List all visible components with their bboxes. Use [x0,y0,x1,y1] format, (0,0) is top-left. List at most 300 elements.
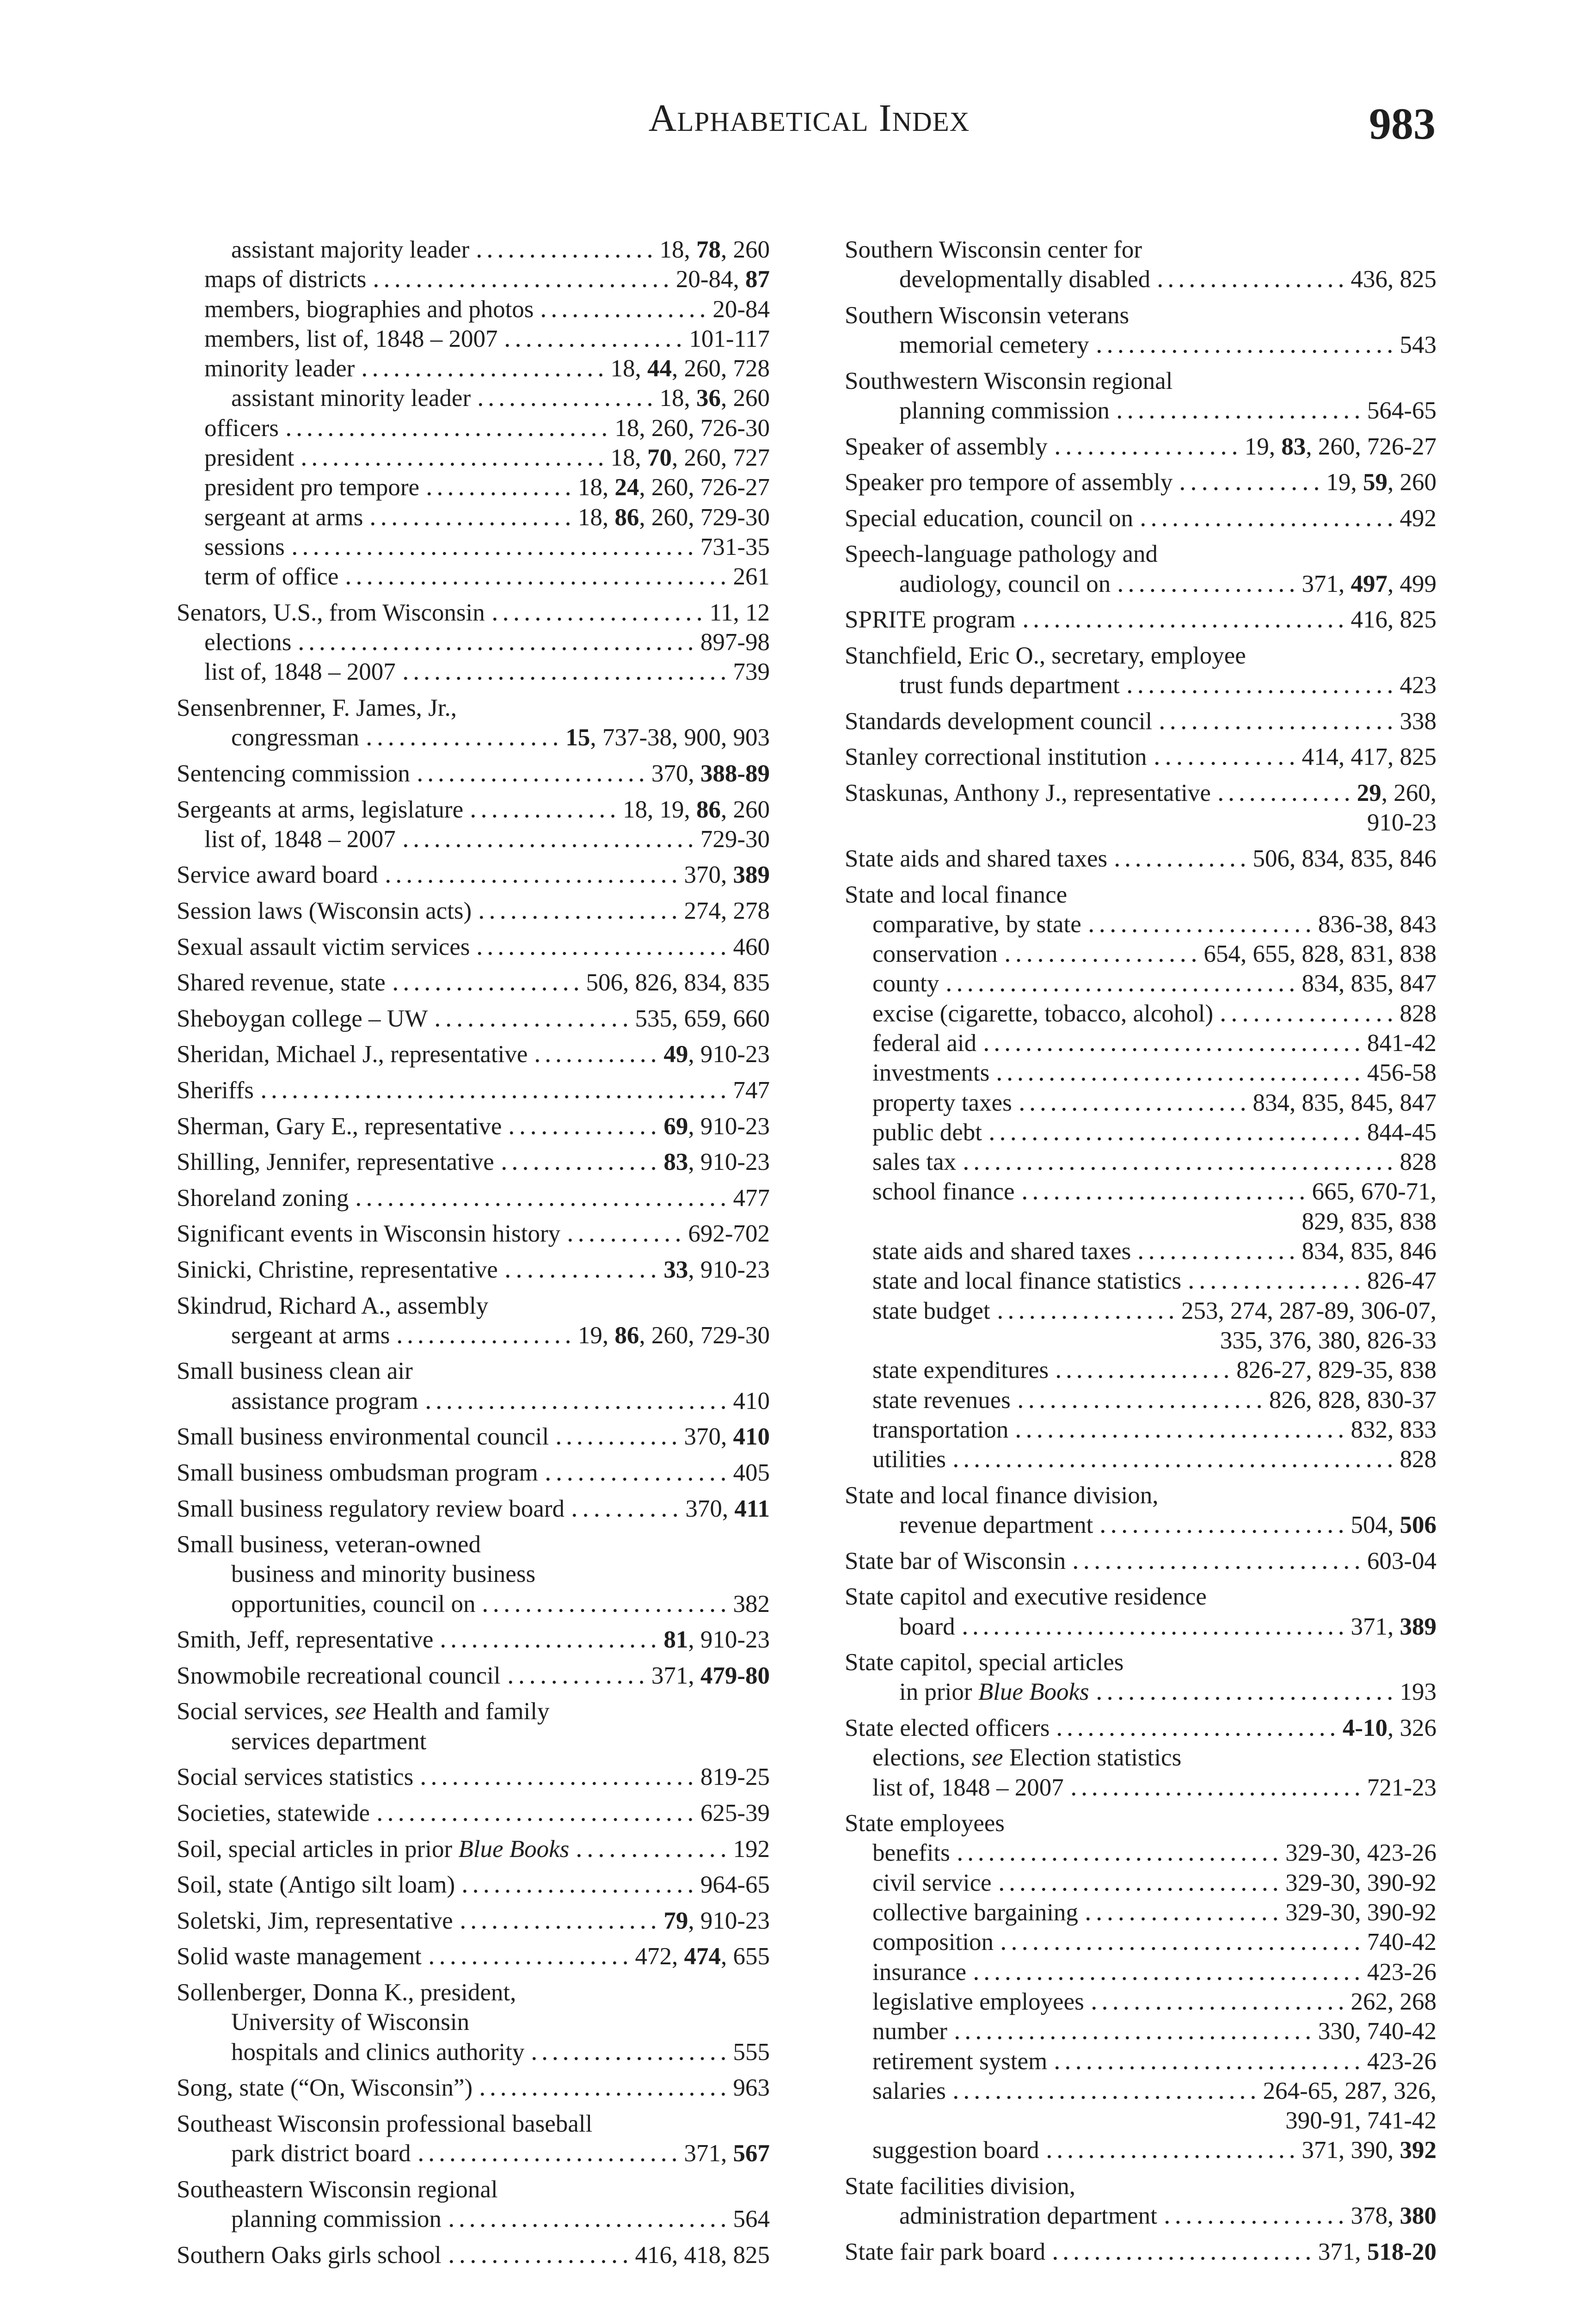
page-references [611,354,770,383]
entry-term: minority leader [204,355,355,382]
dot-leader [995,1296,1177,1326]
index-entry [177,598,770,627]
page-references [1181,1296,1436,1326]
index-subentry [845,1385,1436,1415]
page-reference: 897-98 [700,629,770,656]
page-reference-bold: 24 [614,474,639,501]
index-subentry [845,1236,1436,1266]
page-references [733,1076,770,1105]
index-entry [177,2175,770,2204]
entry-term: Small business clean air [177,1358,413,1385]
index-entry [845,1582,1436,1611]
index-entry [177,1661,770,1691]
page-references [611,443,770,473]
page-references [1285,1868,1436,1898]
dot-leader [1083,1898,1281,1927]
page-reference: 20-84 [712,295,770,323]
index-subentry [845,2135,1436,2165]
index-subentry [177,503,770,532]
entry-term: Sinicki, Christine, representative [177,1256,498,1283]
page-references [733,1834,770,1864]
page-references [688,1219,770,1248]
page-reference-bold: 567 [733,2140,770,2167]
dot-leader [1052,2047,1363,2076]
dot-leader [353,1183,728,1213]
page-reference: 335, 376, 380, 826-33 [1220,1327,1436,1354]
entry-term: Stanley correctional institution [845,744,1147,771]
entry-term: retirement system [872,2048,1048,2075]
page-reference-bold: 83 [663,1149,688,1176]
page-references [1400,504,1437,533]
page-reference: , 260, 728 [672,355,770,382]
index-subentry-nested [177,723,770,752]
index-subentry [845,1898,1436,1927]
entry-term: Staskunas, Anthony J., representative [845,780,1211,807]
dot-leader [499,1147,659,1177]
entry-term [872,1743,1181,1772]
entry-term: Sheriffs [177,1076,254,1104]
page-reference: 101-117 [689,325,770,352]
index-subentry [177,324,770,354]
index-subentry [177,264,770,294]
entry-term: services department [231,1728,427,1755]
page-reference: 828 [1400,1000,1436,1027]
page-reference: 665, 670-71, [1312,1178,1436,1205]
page-reference: 729-30 [700,825,770,853]
entry-term: business and minority business [231,1561,536,1588]
entry-term: state expenditures [872,1357,1049,1384]
page-references [1367,808,1436,837]
entry-term-italic-part: Blue Books [978,1679,1089,1706]
entry-term: comparative, by state [872,910,1081,938]
page-reference: , 910-23 [688,1113,770,1140]
page-references [676,264,770,294]
entry-term-italic-part: see [335,1698,367,1725]
index-subentry [845,2047,1436,2076]
page-reference: 964-65 [700,1871,770,1899]
index-page-continuation [845,808,1436,837]
page-references [663,1625,770,1654]
entry-term: assistance program [231,1387,418,1414]
page-references [1400,1677,1437,1707]
page-references [1351,1510,1437,1540]
page-references [663,1112,770,1141]
page-references [1351,605,1437,634]
page-reference-bold: 87 [745,266,770,293]
page-reference: 371, [1318,2238,1367,2265]
index-subentry [177,657,770,687]
page-references [684,2139,770,2168]
entry-term [177,1834,569,1864]
index-subentry [845,1355,1436,1385]
entry-term: Sergeants at arms, legislature [177,796,464,823]
page-reference-bold: 69 [663,1113,688,1140]
entry-term: elections [204,629,292,656]
dot-leader [538,295,708,324]
page-reference: , 910-23 [688,1626,770,1654]
entry-term: Song, state (“On, Wisconsin”) [177,2074,473,2102]
index-subentry [845,999,1436,1028]
page-references [1400,330,1437,360]
page-references [586,968,770,997]
entry-term: Sheboygan college – UW [177,1005,428,1032]
entry-term: State capitol and executive residence [845,1583,1207,1611]
page-reference-bold: 380 [1400,2202,1436,2230]
dot-leader [1017,1088,1248,1118]
page-references [1204,939,1437,969]
page-references [1367,1927,1436,1957]
index-subentry [845,1445,1436,1474]
page-reference-bold: 389 [733,861,770,889]
entry-term: members, list of, 1848 – 2007 [204,325,498,352]
page-references [733,562,770,591]
page-reference: , 910-23 [688,1149,770,1176]
page-reference: , 260 [1387,469,1436,496]
dot-leader [1050,2237,1314,2267]
dot-leader [359,354,606,383]
dot-leader [961,1147,1395,1177]
page-references [1343,1713,1436,1743]
dot-leader [543,1458,729,1488]
page-references [1253,1088,1437,1118]
page-reference: 371, [651,1662,700,1689]
dot-leader [426,1942,631,1971]
page-references [660,383,770,413]
index-page-continuation [845,1207,1436,1236]
dot-leader [343,562,728,591]
page-reference: 654, 655, 828, 831, 838 [1203,941,1436,968]
page-references [712,295,770,324]
page-references [663,1255,770,1285]
entry-term: members, biographies and photos [204,295,534,323]
entry-term-part: in prior [899,1679,978,1706]
page-reference: 11, 12 [709,599,770,626]
index-entry [845,432,1436,461]
entry-term: maps of districts [204,266,367,293]
dot-leader [1086,910,1314,939]
entry-term: University of Wisconsin [231,2009,470,2036]
index-entry [177,2240,770,2270]
entry-term: property taxes [872,1089,1012,1116]
page-references [1367,396,1436,425]
page-references [660,235,770,264]
entry-term: Significant events in Wisconsin history [177,1220,561,1248]
page-reference-bold: 29 [1357,780,1381,807]
index-subentry [845,910,1436,939]
page-references [1269,1385,1436,1415]
index-entry [845,880,1436,910]
index-entry [845,467,1436,497]
entry-term: Southern Wisconsin veterans [845,301,1129,329]
page-references [685,1494,770,1524]
entry-term: state budget [872,1297,990,1324]
page-references [1318,2017,1436,2046]
page-reference: 692-702 [688,1220,770,1248]
entry-term: Social services statistics [177,1764,414,1791]
page-reference: 405 [733,1459,770,1486]
dot-leader [994,1058,1363,1088]
index-entry [845,2171,1436,2201]
entry-term: memorial cemetery [899,332,1089,359]
page-reference: 329-30, 390-92 [1285,1869,1436,1896]
dot-leader [438,1625,659,1654]
page-reference-bold: 474 [684,1943,721,1970]
index-entry [845,1808,1436,1838]
page-references [733,1458,770,1488]
index-entry [845,301,1436,330]
index-entry [177,759,770,788]
page-reference: , 260, 729-30 [639,1322,770,1349]
index-subentry [177,413,770,443]
index-entry [177,1870,770,1900]
index-entry [177,1834,770,1864]
page-references [1326,467,1437,497]
index-subentry [845,1868,1436,1898]
index-entry [177,1219,770,1248]
dot-leader [971,1957,1363,1987]
page-reference: , 326 [1387,1715,1436,1741]
entry-term: Shilling, Jennifer, representative [177,1149,494,1176]
dot-leader [415,759,647,788]
page-reference: 390-91, 741-42 [1285,2107,1436,2134]
entry-term: state and local finance statistics [872,1267,1182,1295]
page-references [651,759,770,788]
page-reference: 18, [610,444,647,472]
index-entry [177,1458,770,1488]
page-reference: 506, 834, 835, 846 [1252,845,1436,872]
right-index-column [845,235,1436,2267]
entry-term: Speech-language pathology and [845,541,1158,568]
index-subentry [177,532,770,562]
index-subentry-nested [177,1559,770,1589]
page-references [1351,264,1437,294]
entry-term: sales tax [872,1149,957,1176]
dot-leader [1177,467,1321,497]
entry-term: State aids and shared taxes [845,845,1108,872]
page-reference: 844-45 [1367,1119,1436,1146]
page-reference: 371, [1350,1613,1400,1640]
index-entry [845,1648,1436,1677]
index-entry [177,1112,770,1141]
page-reference: 625-39 [700,1799,770,1826]
dot-leader [1115,569,1297,599]
page-reference: , 260, 727 [672,444,770,472]
entry-term: sergeant at arms [231,1322,390,1349]
entry-term: Sentencing commission [177,760,410,787]
page-reference: 18, [577,504,615,531]
dot-leader [1052,432,1240,461]
dot-leader [474,235,655,264]
index-subentry [177,354,770,383]
entry-term-part: Soil, special articles in prior [177,1835,459,1863]
page-references [1367,1266,1436,1296]
dot-leader [400,824,696,854]
page-references [663,1906,770,1936]
index-subentry-nested [845,1510,1436,1540]
dot-leader [981,1028,1363,1058]
entry-term: investments [872,1059,990,1087]
index-subentry-nested [177,2204,770,2234]
dot-leader [1218,999,1395,1028]
page-references [1220,1326,1436,1355]
entry-term: Sexual assault victim services [177,933,470,960]
page-references [1302,969,1437,998]
dot-leader [1124,670,1395,700]
index-subentry-nested [177,1727,770,1756]
entry-term: hospitals and clinics authority [231,2038,525,2066]
index-subentry [845,1088,1436,1118]
page-reference: 492 [1400,504,1436,532]
page-reference: 410 [733,1387,770,1414]
page-reference-bold: 33 [663,1256,688,1283]
entry-term: State bar of Wisconsin [845,1547,1066,1574]
dot-leader [1152,742,1297,772]
index-entry [177,1291,770,1321]
entry-term: State facilities division, [845,2173,1075,2200]
entry-term: assistant majority leader [231,236,470,263]
index-entry [177,693,770,723]
index-subentry [845,1147,1436,1177]
index-subentry [845,1028,1436,1058]
index-subentry [845,1743,1436,1772]
index-subentry-nested [177,1321,770,1350]
page-references [1367,1957,1436,1987]
index-subentry [177,295,770,324]
index-subentry [845,1177,1436,1206]
page-reference: , 260, 729-30 [639,504,770,531]
index-entry [177,932,770,962]
dot-leader [371,264,671,294]
index-page-continuation [845,1326,1436,1355]
page-reference: 370, [651,760,700,787]
page-references [1351,1415,1437,1445]
page-references [1285,2106,1436,2135]
page-references [635,2240,770,2270]
page-reference: , 910-23 [688,1041,770,1068]
entry-term: Soletski, Jim, representative [177,1907,453,1934]
dot-leader [951,2076,1258,2106]
page-references [1351,1612,1437,1642]
page-references [1367,1773,1436,1802]
entry-term [899,1677,1089,1707]
index-entry [177,860,770,890]
dot-leader [476,896,679,926]
entry-term: president [204,444,295,472]
entry-term: conservation [872,941,998,968]
index-entry [177,2109,770,2139]
page-reference-bold: 49 [663,1041,688,1068]
index-subentry-nested [177,1386,770,1416]
page-references [1302,742,1437,772]
page-references [651,1661,770,1691]
entry-term: Southeastern Wisconsin regional [177,2176,498,2203]
page-references [1400,1147,1437,1177]
dot-leader [400,657,729,687]
page-references [700,1798,770,1828]
entry-term: State capitol, special articles [845,1649,1124,1676]
index-entry [177,1625,770,1654]
page-reference: 477 [733,1184,770,1211]
page-reference: 370, [684,1423,733,1451]
index-subentry [845,1773,1436,1802]
page-reference: 20-84, [675,266,745,293]
index-entry [177,1494,770,1524]
dot-leader [1215,778,1352,808]
page-reference-bold: 392 [1400,2137,1436,2164]
entry-term: number [872,2018,947,2045]
page-reference: 564-65 [1367,397,1436,424]
entry-term: Small business regulatory review board [177,1495,565,1522]
dot-leader [955,1838,1281,1868]
entry-term: Standards development council [845,707,1153,735]
dot-leader [1186,1266,1363,1296]
entry-term: Smith, Jeff, representative [177,1626,434,1654]
dot-leader [952,2017,1314,2046]
entry-term: park district board [231,2140,411,2167]
index-entry [845,605,1436,634]
entry-term: Shared revenue, state [177,969,386,996]
left-index-column [177,235,770,2270]
entry-term-part: Social services, [177,1698,335,1725]
entry-term: trust funds department [899,672,1120,699]
page-reference: 18, [610,355,647,382]
page-reference: 543 [1400,332,1436,359]
entry-term: Service award board [177,861,378,889]
entry-term: insurance [872,1958,967,1986]
index-entry [845,2237,1436,2267]
page-reference-bold: 411 [734,1495,770,1522]
entry-term: administration department [899,2202,1157,2230]
dot-leader [1136,1236,1297,1266]
index-entry [177,896,770,926]
page-reference: 370, [684,861,733,889]
dot-leader [423,1386,729,1416]
entry-term: state aids and shared taxes [872,1238,1131,1265]
page-references [1302,569,1437,599]
page-references [1263,2076,1436,2106]
page-reference: 506, 826, 834, 835 [586,969,770,996]
page-reference: 832, 833 [1350,1416,1436,1443]
entry-term: assistant minority leader [231,385,471,412]
page-reference-bold: 83 [1281,433,1306,460]
page-references [1367,1058,1436,1088]
index-subentry-nested [177,1589,770,1619]
entry-term: Southern Oaks girls school [177,2241,442,2269]
page-reference: , 910-23 [688,1907,770,1934]
page-reference: 603-04 [1367,1547,1436,1574]
page-reference-bold: 44 [647,355,672,382]
index-entry [845,1481,1436,1510]
index-subentry-nested [845,396,1436,425]
page-reference-bold: 389 [1400,1613,1436,1640]
entry-term: state revenues [872,1386,1011,1414]
page-reference-bold: 518-20 [1367,2238,1436,2265]
dot-leader [1114,396,1363,425]
dot-leader [418,1762,696,1792]
page-references [689,324,770,354]
dot-leader [505,1661,647,1691]
page-references [1351,1987,1437,2017]
page-references [614,413,770,443]
page-references [1312,1177,1436,1206]
page-references [1400,999,1437,1028]
entry-term: Sherman, Gary E., representative [177,1113,502,1140]
entry-term: board [899,1613,955,1640]
index-subentry [845,2017,1436,2046]
dot-leader [1162,2201,1346,2231]
dot-leader [960,1612,1346,1642]
index-entry [177,1076,770,1105]
